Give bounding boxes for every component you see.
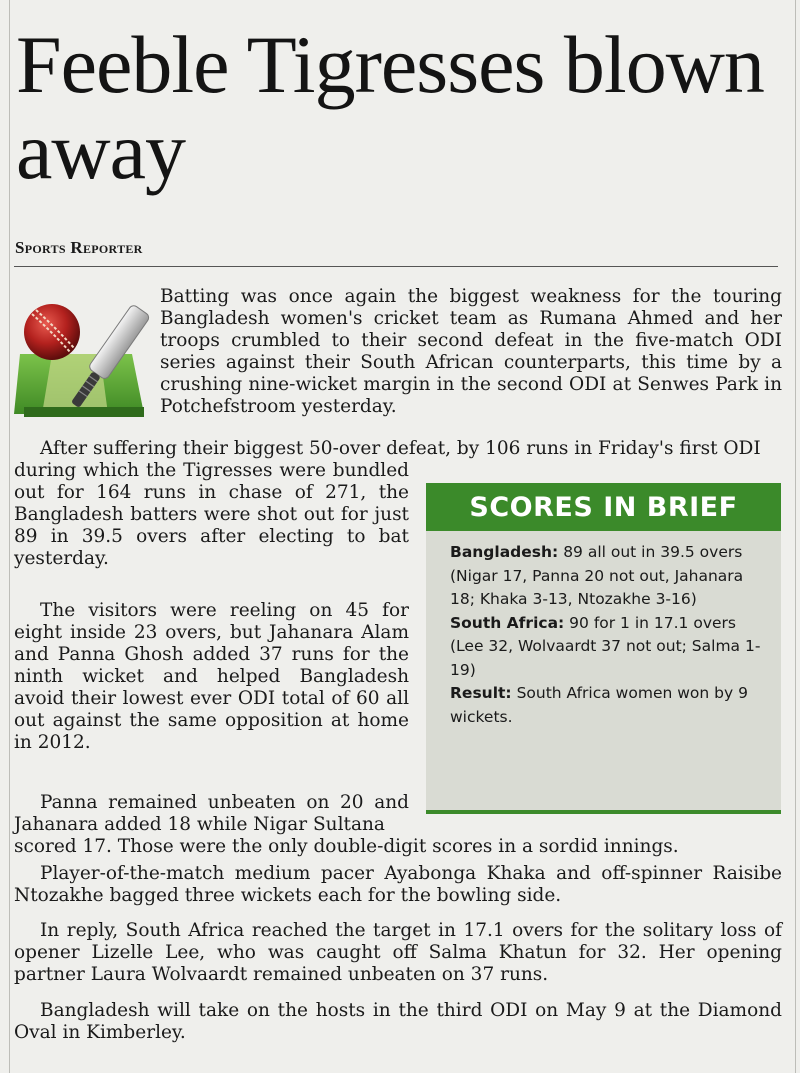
score-line-bangladesh xyxy=(450,541,767,612)
pitch-base xyxy=(24,407,144,417)
score-label: South Africa: xyxy=(450,613,565,632)
score-line-result xyxy=(450,682,767,729)
scores-in-brief-box xyxy=(426,483,781,814)
article-paragraph-2: during which the Tigresses were bundled out for 164 runs in chase of 271, the Bangladesh batters were shot out for just 89 in 39.5 overs after electing to bat yesterday. xyxy=(14,460,409,569)
cricket-ball-bat-icon xyxy=(12,292,152,432)
article-paragraph-4: scored 17. Those were the only double-digit scores in a sordid innings. xyxy=(14,836,679,857)
article-paragraph-2-lead: After suffering their biggest 50-over defeat, by 106 runs in Friday's first ODI xyxy=(40,438,761,459)
score-text: 89 all out in 39.5 overs (Nigar 17, Panna 20 not out, Jahanara 18; Khaka 3-13, Ntozakhe 3-16) xyxy=(450,543,744,608)
score-text: 90 for 1 in 17.1 overs (Lee 32, Wolvaardt 37 not out; Salma 1-19) xyxy=(450,613,761,679)
score-line-south-africa xyxy=(450,612,767,683)
score-text: South Africa women won by 9 wickets. xyxy=(450,684,748,726)
scores-box-body xyxy=(426,531,781,729)
score-label: Result: xyxy=(450,684,512,702)
article-paragraph-4-lead: Panna remained unbeaten on 20 and Jahanara added 18 while Nigar Sultana xyxy=(14,792,409,835)
scores-box-title: SCORES IN BRIEF xyxy=(426,483,781,531)
article-paragraph-5: Player-of-the-match medium pacer Ayabonga Khaka and off-spinner Raisibe Ntozakhe bagged three wickets each for the bowling side. xyxy=(14,863,782,906)
right-column-rule xyxy=(795,0,796,1073)
byline: Sports Reporter xyxy=(15,238,143,257)
article-paragraph-7: Bangladesh will take on the hosts in the third ODI on May 9 at the Diamond Oval in Kimberley. xyxy=(14,1000,782,1043)
article-paragraph-1: Batting was once again the biggest weakness for the touring Bangladesh women's cricket team as Rumana Ahmed and her troops crumbled to their second defeat in the five-match ODI series against their South African counterparts, this time by a crushing nine-wicket margin in the second ODI at Senwes Park in Potchefstroom yesterday. xyxy=(160,286,782,417)
left-column-rule xyxy=(9,0,10,1073)
article-paragraph-6: In reply, South Africa reached the target in 17.1 overs for the solitary loss of opener Lizelle Lee, who was caught off Salma Khatun for 32. Her opening partner Laura Wolvaardt remained unbeaten on 37 runs. xyxy=(14,920,782,985)
score-label: Bangladesh: xyxy=(450,543,559,561)
article-paragraph-3: The visitors were reeling on 45 for eight inside 23 overs, but Jahanara Alam and Panna Ghosh added 37 runs for the ninth wicket and helped Bangladesh avoid their lowest ever ODI total of 60 all out against the same opposition at home in 2012. xyxy=(14,600,409,753)
headline: Feeble Tigresses blown away xyxy=(16,19,764,196)
byline-divider xyxy=(14,266,778,267)
